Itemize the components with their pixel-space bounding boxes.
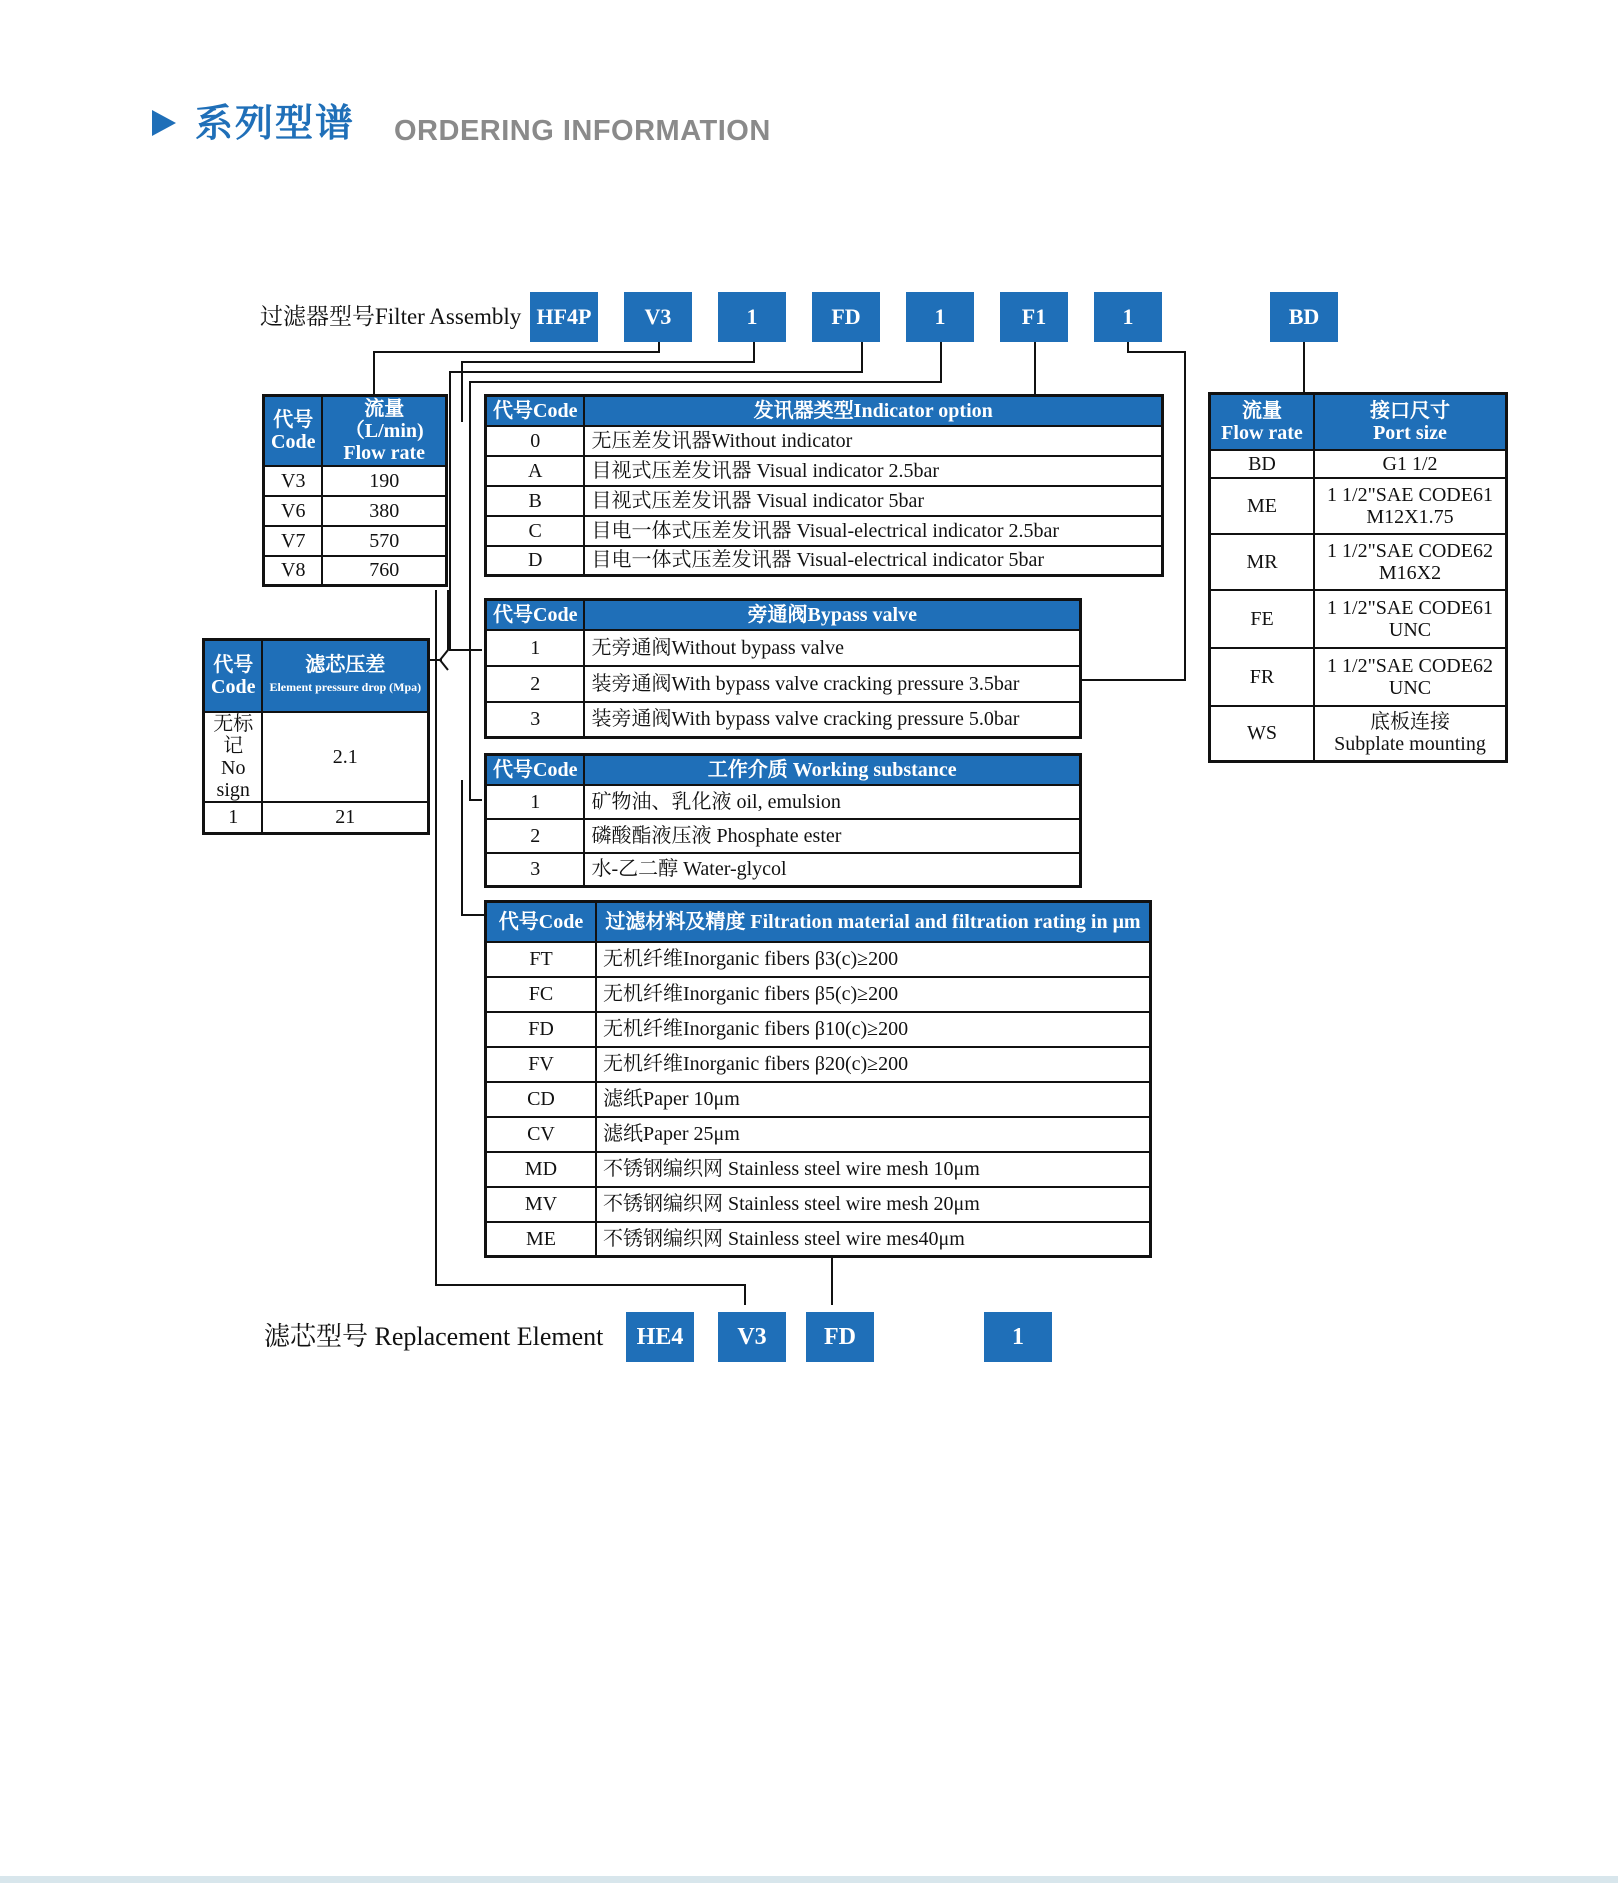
indicator-row-desc: 目视式压差发讯器 Visual indicator 5bar	[584, 486, 1162, 516]
filtration-row-code: MV	[486, 1187, 597, 1222]
indicator-row-code: A	[486, 456, 585, 486]
filtration-row-desc: 滤纸Paper 25μm	[596, 1117, 1151, 1152]
flow-table-header-flow: 流量（L/min) Flow rate	[322, 396, 446, 466]
assembly-code-substance: 1	[906, 292, 974, 342]
filtration-row-desc: 无机纤维Inorganic fibers β10(c)≥200	[596, 1012, 1151, 1047]
bypass-row-code: 2	[486, 666, 585, 702]
port-row-code: BD	[1210, 450, 1315, 478]
substance-row-code: 3	[486, 853, 585, 887]
indicator-row-code: 0	[486, 426, 585, 456]
assembly-code-indicator: F1	[1000, 292, 1068, 342]
element-code-flow: V3	[718, 1312, 786, 1362]
flow-row-value: 570	[322, 526, 446, 556]
assembly-code-port: BD	[1270, 292, 1338, 342]
indicator-row-desc: 目视式压差发讯器 Visual indicator 2.5bar	[584, 456, 1162, 486]
filtration-row-desc: 无机纤维Inorganic fibers β5(c)≥200	[596, 977, 1151, 1012]
port-row-code: WS	[1210, 706, 1315, 762]
filtration-row-code: FT	[486, 942, 597, 977]
port-header-port-cn: 接口尺寸	[1370, 399, 1450, 422]
indicator-row-code: B	[486, 486, 585, 516]
filtration-table	[484, 900, 1152, 1258]
pressure-row-value: 21	[262, 802, 428, 834]
port-row-size: 底板连接 Subplate mounting	[1314, 706, 1507, 762]
filtration-row-code: MD	[486, 1152, 597, 1187]
filtration-row-desc: 无机纤维Inorganic fibers β20(c)≥200	[596, 1047, 1151, 1082]
filtration-header-desc: 过滤材料及精度 Filtration material and filtration rating in μm	[596, 902, 1151, 942]
indicator-row-code: D	[486, 546, 585, 576]
substance-header-code: 代号Code	[486, 755, 585, 785]
indicator-row-code: C	[486, 516, 585, 546]
pressure-table-header-code: 代号 Code	[204, 640, 263, 712]
port-row-code: FE	[1210, 590, 1315, 648]
assembly-code-filtration: FD	[812, 292, 880, 342]
filtration-row-desc: 无机纤维Inorganic fibers β3(c)≥200	[596, 942, 1151, 977]
substance-row-code: 1	[486, 785, 585, 819]
indicator-table	[484, 394, 1164, 577]
port-row-size: 1 1/2"SAE CODE61 UNC	[1314, 590, 1507, 648]
pressure-row-code: 无标记 No sign	[204, 712, 263, 802]
page-bottom-strip	[0, 1876, 1618, 1883]
flow-row-code: V8	[264, 556, 323, 586]
substance-header-desc: 工作介质 Working substance	[584, 755, 1080, 785]
filtration-row-code: CD	[486, 1082, 597, 1117]
element-code-pressure: 1	[984, 1312, 1052, 1362]
port-header-flow-en: Flow rate	[1221, 421, 1303, 444]
port-header-port-en: Port size	[1373, 421, 1447, 444]
pressure-drop-table	[202, 638, 430, 835]
port-row-code: ME	[1210, 478, 1315, 534]
indicator-row-desc: 目电一体式压差发讯器 Visual-electrical indicator 5bar	[584, 546, 1162, 576]
substance-row-desc: 磷酸酯液压液 Phosphate ester	[584, 819, 1080, 853]
bypass-row-desc: 装旁通阀With bypass valve cracking pressure 3.5bar	[584, 666, 1080, 702]
flow-row-code: V3	[264, 466, 323, 496]
flow-row-value: 380	[322, 496, 446, 526]
bypass-row-desc: 无旁通阀Without bypass valve	[584, 630, 1080, 666]
pressure-row-code: 1	[204, 802, 263, 834]
flow-row-value: 760	[322, 556, 446, 586]
bypass-header-desc: 旁通阀Bypass valve	[584, 600, 1080, 630]
flow-row-value: 190	[322, 466, 446, 496]
bypass-row-code: 3	[486, 702, 585, 738]
pressure-row-value: 2.1	[262, 712, 428, 802]
bypass-header-code: 代号Code	[486, 600, 585, 630]
flow-table-header-code: 代号 Code	[264, 396, 323, 466]
indicator-row-desc: 无压差发讯器Without indicator	[584, 426, 1162, 456]
assembly-code-bypass: 1	[1094, 292, 1162, 342]
filtration-row-code: FV	[486, 1047, 597, 1082]
indicator-header-code: 代号Code	[486, 396, 585, 426]
port-size-table	[1208, 392, 1508, 763]
bypass-table	[484, 598, 1082, 739]
filtration-header-code: 代号Code	[486, 902, 597, 942]
replacement-element-label: 滤芯型号 Replacement Element	[264, 1322, 604, 1351]
flow-row-code: V7	[264, 526, 323, 556]
port-row-code: MR	[1210, 534, 1315, 590]
element-code-model: HE4	[626, 1312, 694, 1362]
filtration-row-desc: 不锈钢编织网 Stainless steel wire mesh 20μm	[596, 1187, 1151, 1222]
bypass-row-code: 1	[486, 630, 585, 666]
filtration-row-desc: 滤纸Paper 10μm	[596, 1082, 1151, 1117]
filtration-row-code: ME	[486, 1222, 597, 1257]
filtration-row-desc: 不锈钢编织网 Stainless steel wire mesh 10μm	[596, 1152, 1151, 1187]
filter-assembly-label: 过滤器型号Filter Assembly	[260, 304, 522, 329]
substance-row-code: 2	[486, 819, 585, 853]
assembly-code-flow: V3	[624, 292, 692, 342]
filtration-row-desc: 不锈钢编织网 Stainless steel wire mes40μm	[596, 1222, 1151, 1257]
flow-rate-table	[262, 394, 448, 587]
flow-row-code: V6	[264, 496, 323, 526]
substance-table	[484, 753, 1082, 888]
substance-row-desc: 水-乙二醇 Water-glycol	[584, 853, 1080, 887]
port-row-size: 1 1/2"SAE CODE61 M12X1.75	[1314, 478, 1507, 534]
pressure-table-header-en: Element pressure drop (Mpa)	[269, 679, 422, 694]
port-row-size: 1 1/2"SAE CODE62 UNC	[1314, 648, 1507, 706]
element-code-filtration: FD	[806, 1312, 874, 1362]
port-row-code: FR	[1210, 648, 1315, 706]
page-title-cn: 系列型谱	[195, 101, 356, 145]
page-title-en: ORDERING INFORMATION	[394, 115, 771, 147]
pressure-table-header-cn: 滤芯压差	[305, 653, 386, 676]
indicator-header-desc: 发讯器类型Indicator option	[584, 396, 1162, 426]
filtration-row-code: FC	[486, 977, 597, 1012]
filtration-row-code: FD	[486, 1012, 597, 1047]
bypass-row-desc: 装旁通阀With bypass valve cracking pressure 5.0bar	[584, 702, 1080, 738]
port-row-size: G1 1/2	[1314, 450, 1507, 478]
indicator-row-desc: 目电一体式压差发讯器 Visual-electrical indicator 2.5bar	[584, 516, 1162, 546]
assembly-code-model: HF4P	[530, 292, 598, 342]
port-header-flow-cn: 流量	[1242, 399, 1282, 422]
assembly-code-pressure: 1	[718, 292, 786, 342]
substance-row-desc: 矿物油、乳化液 oil, emulsion	[584, 785, 1080, 819]
port-row-size: 1 1/2"SAE CODE62 M16X2	[1314, 534, 1507, 590]
filtration-row-code: CV	[486, 1117, 597, 1152]
